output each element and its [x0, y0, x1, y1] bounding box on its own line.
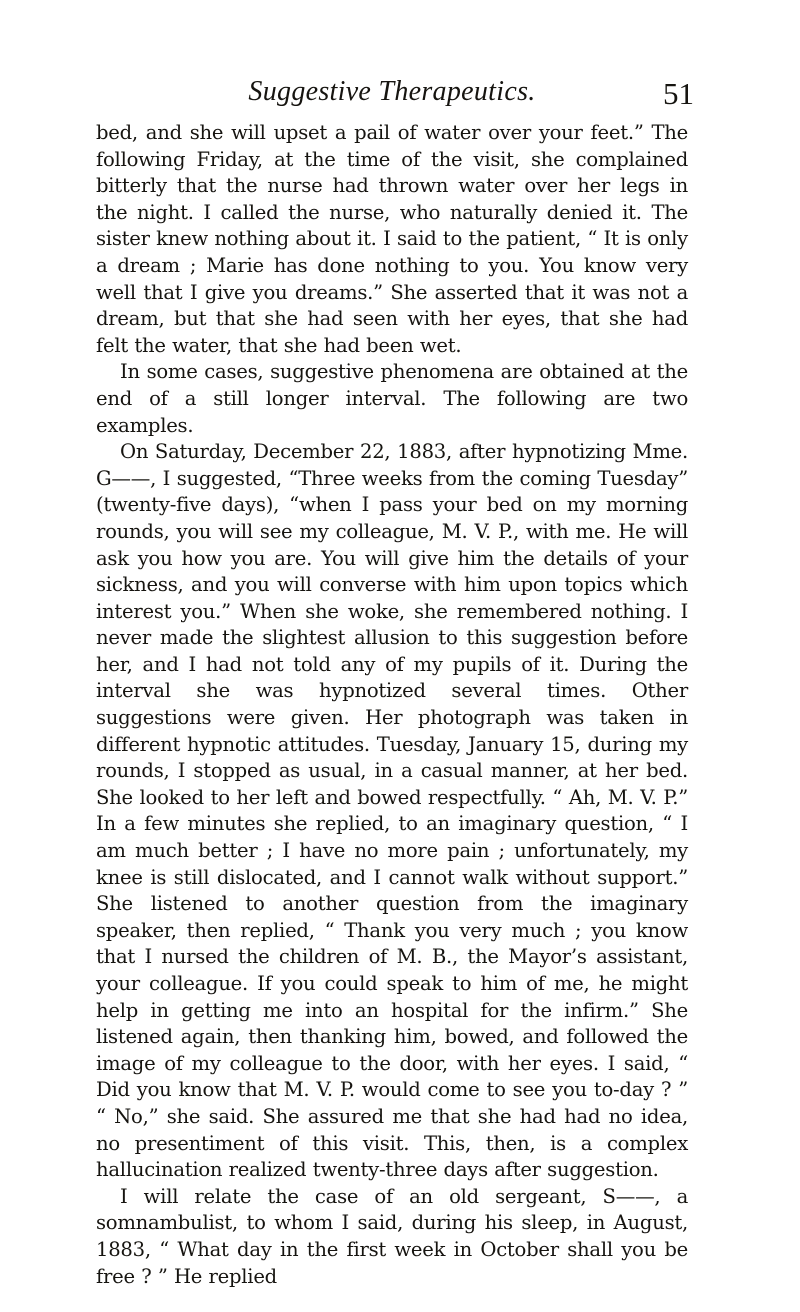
page-header: [96, 76, 694, 112]
paragraph: On Saturday, December 22, 1883, after hypnotizing Mme. G——, I suggested, “Three weeks from the coming Tuesday” (twenty-five days), “when I pass your bed on my morning rounds, you will see my colleague, M. V. P., with me. He will ask you how you are. You will give him the details of your sickness, and you will converse with him upon topics which interest you.” When she woke, she remembered nothing. I never made the slightest allusion to this suggestion before her, and I had not told any of my pupils of it. During the interval she was hypnotized several times. Other suggestions were given. Her photograph was taken in different hypnotic attitudes. Tuesday, January 15, during my rounds, I stopped as usual, in a casual manner, at her bed. She looked to her left and bowed respectfully. “ Ah, M. V. P.” In a few minutes she replied, to an imaginary question, “ I am much better ; I have no more pain ; unfortunately, my knee is still dislocated, and I cannot walk without support.” She listened to another question from the imaginary speaker, then replied, “ Thank you very much ; you know that I nursed the children of M. B., the Mayor’s assistant, your colleague. If you could speak to him of me, he might help in getting me into an hospital for the infirm.” She listened again, then thanking him, bowed, and followed the image of my colleague to the door, with her eyes. I said, “ Did you know that M. V. P. would come to see you to-day ? ” “ No,” she said. She assured me that she had had no idea, no presentiment of this visit. This, then, is a complex hallucination realized twenty-three days after suggestion.: [96, 440, 688, 1182]
paragraph: bed, and she will upset a pail of water over your feet.” The following Friday, at the time of the visit, she complained bitterly that the nurse had thrown water over her legs in the night. I called the nurse, who naturally denied it. The sister knew nothing about it. I said to the patient, “ It is only a dream ; Marie has done nothing to you. You know very well that I give you dreams.” She asserted that it was not a dream, but that she had seen with her eyes, that she had felt the water, that she had been wet.: [96, 121, 688, 357]
page-number: 51: [663, 76, 694, 111]
body-text: [96, 120, 688, 1290]
paragraph: In some cases, suggestive phenomena are obtained at the end of a still longer interval. The following are two examples.: [96, 360, 688, 437]
running-head: Suggestive Therapeutics.: [248, 76, 536, 107]
paragraph: I will relate the case of an old sergeant, S——, a somnambulist, to whom I said, during his sleep, in August, 1883, “ What day in the first week in October shall you be free ? ” He replied: [96, 1184, 688, 1288]
